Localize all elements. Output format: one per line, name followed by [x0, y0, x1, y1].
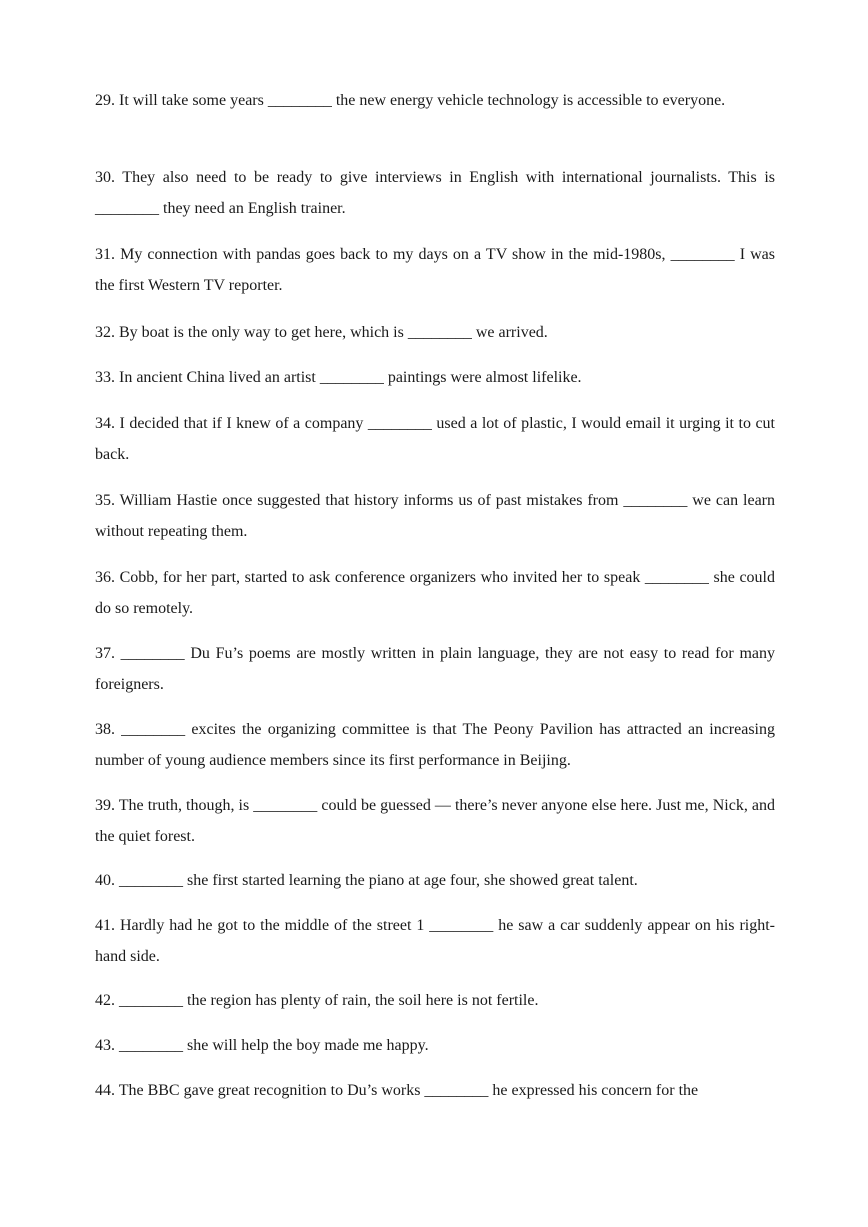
question-30: 30. They also need to be ready to give interviews in English with international journalists. This is ________ they need an English trainer. [95, 169, 775, 217]
question-35: 35. William Hastie once suggested that history informs us of past mistakes from ________ we can learn without repeating them. [95, 492, 775, 540]
question-43: 43. ________ she will help the boy made me happy. [95, 1037, 429, 1054]
question-33: 33. In ancient China lived an artist ________ paintings were almost lifelike. [95, 369, 582, 386]
question-39: 39. The truth, though, is ________ could be guessed — there’s never anyone else here. Just me, Nick, and the quiet forest. [95, 797, 775, 845]
question-44: 44. The BBC gave great recognition to Du’s works ________ he expressed his concern for the [95, 1082, 699, 1099]
question-37: 37. ________ Du Fu’s poems are mostly written in plain language, they are not easy to read for many foreigners. [95, 645, 775, 693]
question-29: 29. It will take some years ________ the new energy vehicle technology is accessible to everyone. [95, 92, 726, 109]
question-31: 31. My connection with pandas goes back to my days on a TV show in the mid-1980s, ________ I was the first Western TV reporter. [95, 246, 775, 294]
question-40: 40. ________ she first started learning the piano at age four, she showed great talent. [95, 872, 638, 889]
question-36: 36. Cobb, for her part, started to ask conference organizers who invited her to speak ________ she could do so remotely. [95, 569, 775, 617]
question-42: 42. ________ the region has plenty of rain, the soil here is not fertile. [95, 992, 539, 1009]
question-38: 38. ________ excites the organizing committee is that The Peony Pavilion has attracted an increasing number of young audience members since its first performance in Beijing. [95, 721, 775, 769]
question-41: 41. Hardly had he got to the middle of the street 1 ________ he saw a car suddenly appear on his right-hand side. [95, 917, 775, 965]
question-32: 32. By boat is the only way to get here, which is ________ we arrived. [95, 324, 548, 341]
question-34: 34. I decided that if I knew of a company ________ used a lot of plastic, I would email it urging it to cut back. [95, 415, 775, 463]
